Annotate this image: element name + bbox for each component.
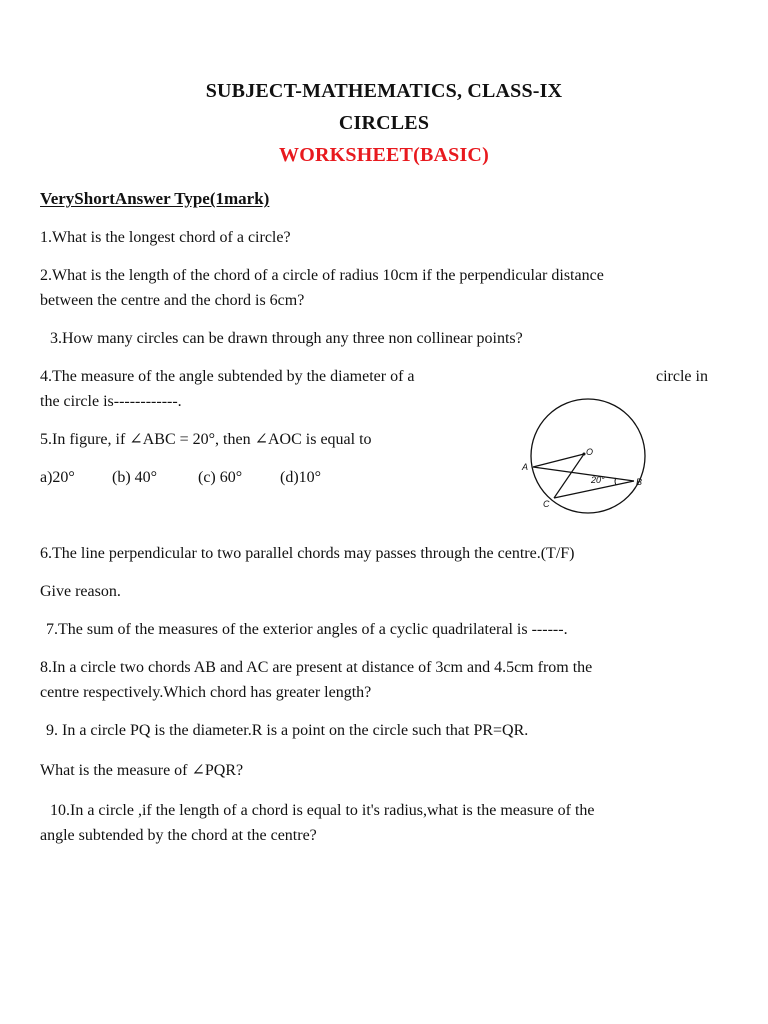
label-b: B	[636, 477, 643, 487]
question-10-line-1: 10.In a circle ,if the length of a chord is equal to it's radius,what is the measure of the	[50, 802, 595, 819]
circle-figure	[512, 392, 730, 516]
option-d: (d)10°	[280, 469, 322, 486]
question-4-line-1b: circle in	[656, 368, 708, 385]
label-a: A	[522, 462, 529, 472]
chapter-heading: CIRCLES	[338, 112, 430, 134]
question-9-line-1: 9. In a circle PQ is the diameter.R is a point on the circle such that PR=QR.	[46, 722, 529, 739]
subject-heading: SUBJECT-MATHEMATICS, CLASS-IX	[205, 80, 563, 102]
question-2-line-1: 2.What is the length of the chord of a circle of radius 10cm if the perpendicular distance	[40, 267, 604, 284]
question-6-line-2: Give reason.	[40, 583, 121, 600]
section-title: VeryShortAnswer Type(1mark)	[40, 189, 270, 208]
question-1: 1.What is the longest chord of a circle?	[40, 229, 291, 246]
option-a: a)20°	[40, 469, 75, 486]
option-b: (b) 40°	[112, 469, 158, 486]
question-6-line-1: 6.The line perpendicular to two parallel chords may passes through the centre.(T/F)	[40, 545, 575, 562]
question-7: 7.The sum of the measures of the exterior angles of a cyclic quadrilateral is ------.	[46, 621, 568, 638]
question-10-line-2: angle subtended by the chord at the centre?	[40, 827, 317, 844]
label-c: C	[543, 499, 550, 509]
question-8-line-1: 8.In a circle two chords AB and AC are present at distance of 3cm and 4.5cm from the	[40, 659, 593, 676]
question-5: 5.In figure, if ∠ABC = 20°, then ∠AOC is equal to	[40, 431, 372, 448]
chord-ab	[533, 467, 634, 481]
question-3: 3.How many circles can be drawn through any three non collinear points?	[50, 330, 523, 347]
worksheet-heading: WORKSHEET(BASIC)	[279, 144, 489, 166]
angle-label: 20°	[591, 475, 605, 485]
option-c: (c) 60°	[198, 469, 243, 486]
angle-arc	[615, 478, 616, 485]
label-o: O	[586, 447, 594, 457]
question-8-line-2: centre respectively.Which chord has greater length?	[40, 684, 372, 701]
question-4-line-2: the circle is------------.	[40, 393, 182, 410]
question-9-line-2: What is the measure of ∠PQR?	[40, 762, 244, 779]
circle-diagram	[512, 392, 730, 516]
question-2-line-2: between the centre and the chord is 6cm?	[40, 292, 305, 309]
question-5-options	[40, 465, 321, 490]
question-4-line-1a: 4.The measure of the angle subtended by the diameter of a	[40, 368, 415, 385]
